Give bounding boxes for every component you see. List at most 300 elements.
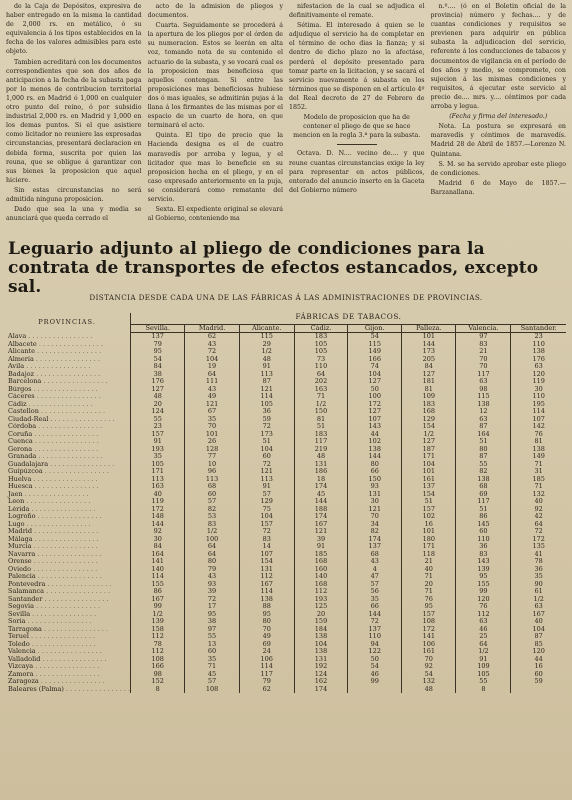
distance-cell: 138: [294, 633, 348, 641]
distance-cell: 168: [294, 558, 348, 566]
province-name: Zaragoza . . .: [4, 678, 131, 686]
distance-cell: 101: [402, 468, 456, 476]
distance-cell: 70: [456, 356, 511, 364]
distance-cell: 113: [239, 371, 294, 379]
distance-cell: 100: [348, 393, 402, 401]
distance-cell: 171: [402, 453, 456, 461]
distance-cell: 113: [131, 476, 185, 484]
distance-cell: 140: [294, 573, 348, 581]
distance-cell: 98: [456, 386, 511, 394]
distance-cell: 138: [456, 401, 511, 409]
distance-cell: 117: [294, 438, 348, 446]
distance-cell: 167: [294, 521, 348, 529]
distance-cell: 157: [131, 431, 185, 439]
distance-cell: 55: [456, 678, 511, 686]
distance-cell: 91: [239, 363, 294, 371]
province-name: Vizcaya . . .: [4, 663, 131, 671]
province-name: Madrid . . .: [4, 528, 131, 536]
distance-cell: 80: [239, 618, 294, 626]
province-name: Avila . . .: [4, 363, 131, 371]
distance-cell: 30: [131, 536, 185, 544]
distance-cell: 55: [456, 461, 511, 469]
distance-cell: 70: [456, 363, 511, 371]
distance-cell: 82: [348, 528, 402, 536]
distance-cell: 38: [131, 371, 185, 379]
distance-cell: 114: [239, 393, 294, 401]
distance-cell: 64: [456, 641, 511, 649]
column-header: Valencia.: [456, 324, 511, 333]
province-name: Huelva . . .: [4, 476, 131, 484]
distance-cell: 187: [402, 446, 456, 454]
province-name: Cádiz . . .: [4, 401, 131, 409]
distance-cell: 71: [534, 459, 543, 468]
distance-cell: 13: [185, 641, 239, 649]
distance-cell: 113: [185, 476, 239, 484]
distance-cell: 174: [348, 536, 402, 544]
distance-cell: 48: [239, 356, 294, 364]
distance-cell: 26: [185, 438, 239, 446]
distance-cell: 81: [402, 386, 456, 394]
distance-cell: 1/2: [456, 648, 511, 656]
distance-cell: 1/2: [294, 401, 348, 409]
province-name: Jaen . . .: [4, 491, 131, 499]
distance-cell: 91: [456, 656, 511, 664]
distance-cell: 138: [532, 444, 545, 453]
province-name: Albacete . . .: [4, 341, 131, 349]
distance-cell: 54: [402, 671, 456, 679]
distance-cell: 74: [348, 363, 402, 371]
distance-cell: 167: [131, 596, 185, 604]
distance-cell: 144: [131, 521, 185, 529]
distance-cell: 44: [534, 654, 543, 663]
distance-cell: 148: [131, 513, 185, 521]
distance-cell: 69: [456, 491, 511, 499]
distance-cell: 119: [131, 498, 185, 506]
distance-cell: 120: [456, 596, 511, 604]
distance-cell: 97: [185, 626, 239, 634]
distance-cell: 172: [348, 401, 402, 409]
province-name: Lérida . . .: [4, 506, 131, 514]
distance-cell: 18: [294, 476, 348, 484]
paragraph: Sexta. El expediente original se elevará al Gobierno, conteniendo ma: [147, 206, 283, 223]
distance-cell: 131: [294, 656, 348, 664]
distance-cell: 101: [185, 431, 239, 439]
text-column-3: [289, 2, 425, 224]
distance-cell: 167: [239, 581, 294, 589]
distance-cell: 83: [456, 551, 511, 559]
distance-cell: 51: [294, 423, 348, 431]
column-header: Cádiz.: [294, 324, 348, 333]
distance-cell: 40: [534, 617, 543, 625]
distance-cell: 144: [294, 498, 348, 506]
distance-cell: 176: [532, 354, 545, 363]
distance-cell: 120: [532, 647, 545, 655]
distance-cell: 154: [239, 558, 294, 566]
fabricas-header: FÁBRICAS DE TABACOS.: [131, 313, 566, 324]
distance-cell: 57: [185, 678, 239, 686]
distance-cell: 185: [294, 551, 348, 559]
distance-cell: 49: [239, 633, 294, 641]
distance-cell: 174: [294, 686, 348, 694]
paragraph: Dado que sea la una y media se anunciará que queda cerrado el: [6, 206, 142, 223]
distance-cell: 162: [294, 678, 348, 686]
distance-cell: 105: [456, 671, 511, 679]
province-name: Guadalajara . . .: [4, 461, 131, 469]
province-name: Alava . . .: [4, 333, 131, 341]
paragraph: Quinta. El tipo de precio que la Hacienda designa es el de cuatro maravedís por arroba y legua, y el licitador que mas lo beneficie en su proposicion hecha en el pliego, y en el caso expresado anteriormente en la puja, se considerará como rematante del servicio.: [147, 132, 283, 203]
distance-cell: 72: [239, 461, 294, 469]
distance-cell: 96: [185, 468, 239, 476]
distance-cell: 29: [239, 341, 294, 349]
distance-cell: 60: [185, 648, 239, 656]
distance-cell: 80: [185, 558, 239, 566]
distance-cell: 106: [239, 656, 294, 664]
distance-cell: 87: [239, 378, 294, 386]
distance-cell: 138: [532, 347, 545, 355]
distance-cell: 117: [456, 371, 511, 379]
distance-cell: 80: [348, 461, 402, 469]
distance-cell: 64: [185, 371, 239, 379]
distance-cell: 60: [185, 491, 239, 499]
distance-cell: 71: [402, 588, 456, 596]
distance-cell: 108: [131, 656, 185, 664]
province-name: Santander . . .: [4, 596, 131, 604]
province-name: Murcia . . .: [4, 543, 131, 551]
distance-cell: 64: [185, 543, 239, 551]
distance-cell: 16: [534, 662, 543, 670]
distance-cell: 122: [348, 648, 402, 656]
distance-cell: 108: [185, 686, 239, 694]
province-name: Toledo . . .: [4, 641, 131, 649]
distance-cell: 135: [532, 542, 545, 550]
distance-cell: 57: [185, 498, 239, 506]
distance-cell: 64: [294, 371, 348, 379]
distance-cell: 8: [131, 686, 185, 694]
distance-cell: 83: [239, 536, 294, 544]
distance-cell: 172: [532, 534, 545, 543]
distance-cell: 51: [456, 438, 511, 446]
distance-cell: 35: [185, 416, 239, 424]
distance-cell: 100: [185, 536, 239, 544]
distance-cell: 110: [532, 392, 545, 400]
province-name: Oviedo . . .: [4, 566, 131, 574]
distance-cell: 48: [131, 393, 185, 401]
distance-cell: 60: [239, 453, 294, 461]
distance-cell: 181: [402, 378, 456, 386]
distance-cell: 145: [456, 521, 511, 529]
province-name: Coruña . . .: [4, 431, 131, 439]
distance-cell: 76: [402, 596, 456, 604]
distance-cell: 149: [532, 452, 545, 460]
distance-cell: 137: [348, 626, 402, 634]
distance-cell: 10: [185, 461, 239, 469]
province-name: Tarragona . . .: [4, 626, 131, 634]
distance-cell: 109: [456, 663, 511, 671]
distance-cell: 98: [131, 671, 185, 679]
distance-cell: 62: [239, 686, 294, 694]
distance-cell: 76: [534, 429, 543, 438]
distance-cell: 202: [294, 378, 348, 386]
distance-cell: 127: [348, 408, 402, 416]
distance-cell: 141: [402, 633, 456, 641]
distance-cell: 73: [294, 356, 348, 364]
distance-cell: 109: [402, 393, 456, 401]
distance-cell: 171: [402, 543, 456, 551]
province-name: Alicante . . .: [4, 348, 131, 356]
distance-cell: 137: [402, 483, 456, 491]
distance-cell: 131: [294, 461, 348, 469]
distance-cell: 106: [402, 641, 456, 649]
distance-cell: 121: [294, 528, 348, 536]
distance-cell: 49: [185, 393, 239, 401]
distance-cell: 166: [131, 663, 185, 671]
distance-cell: 59: [534, 677, 543, 685]
distance-cell: 84: [402, 363, 456, 371]
distance-cell: 184: [294, 626, 348, 634]
distance-cell: 70: [185, 423, 239, 431]
text-column-2: [148, 2, 284, 224]
distance-cell: 61: [534, 587, 543, 595]
province-name: Cáceres . . .: [4, 393, 131, 401]
distance-cell: 68: [185, 483, 239, 491]
distance-cell: 54: [131, 356, 185, 364]
distance-cell: 40: [131, 491, 185, 499]
distance-cell: 163: [131, 483, 185, 491]
distance-cell: 180: [402, 536, 456, 544]
province-name: Ciudad-Real . . .: [4, 416, 131, 424]
distance-cell: 59: [239, 416, 294, 424]
distance-cell: 154: [402, 423, 456, 431]
distance-cell: 72: [239, 528, 294, 536]
paragraph: Octava. D. N.... vecino de.... y que reune cuantas circunstancias exige la ley para representar en actos públicos, enterado del anuncio inserto en la Gaceta del Gobierno número: [289, 150, 425, 194]
distance-cell: 183: [294, 333, 348, 341]
distance-cell: 35: [534, 572, 543, 580]
province-name: Baleares (Palma) . . .: [4, 686, 131, 694]
distance-cell: 60: [456, 528, 511, 536]
distance-cell: 188: [294, 506, 348, 514]
distance-cell: 140: [131, 566, 185, 574]
distance-cell: 173: [239, 431, 294, 439]
distance-cell: 150: [294, 408, 348, 416]
distance-cell: 105: [294, 348, 348, 356]
column-header: Santander.: [511, 324, 566, 333]
distance-cell: 112: [294, 588, 348, 596]
text-column-4: [431, 2, 567, 224]
distance-cell: 60: [534, 669, 543, 678]
distance-cell: 121: [239, 386, 294, 394]
distance-cell: 111: [185, 378, 239, 386]
distance-cell: 166: [348, 356, 402, 364]
distance-cell: 56: [348, 588, 402, 596]
distance-cell: 157: [402, 506, 456, 514]
distance-cell: 83: [185, 521, 239, 529]
distance-cell: 55: [131, 416, 185, 424]
distance-cell: 112: [131, 648, 185, 656]
distance-cell: [348, 686, 402, 694]
distance-cell: 75: [239, 506, 294, 514]
distance-cell: 172: [402, 626, 456, 634]
distance-cell: 71: [185, 663, 239, 671]
distance-cell: [511, 686, 566, 694]
distance-cell: 99: [456, 588, 511, 596]
distance-cell: 81: [534, 437, 543, 445]
distance-cell: 35: [185, 656, 239, 664]
distance-cell: 144: [348, 611, 402, 619]
distance-cell: 70: [239, 626, 294, 634]
distance-cell: 113: [239, 476, 294, 484]
distance-cell: 149: [348, 348, 402, 356]
distance-cell: 54: [348, 663, 402, 671]
distance-cell: 172: [131, 506, 185, 514]
distance-cell: 24: [239, 648, 294, 656]
distance-cell: 83: [456, 341, 511, 349]
distance-cell: 21: [402, 558, 456, 566]
distance-cell: 104: [294, 641, 348, 649]
distance-cell: 64: [185, 551, 239, 559]
distance-cell: 110: [532, 339, 545, 348]
distance-cell: 105: [239, 401, 294, 409]
paragraph: Madrid 6 de Mayo de 1857.—Barzanallana.: [430, 179, 566, 196]
distance-cell: 138: [239, 596, 294, 604]
distance-cell: 47: [348, 573, 402, 581]
distance-cell: 183: [402, 401, 456, 409]
distance-cell: 104: [402, 461, 456, 469]
distance-cell: 118: [402, 551, 456, 559]
distance-cell: 14: [239, 543, 294, 551]
distance-cell: 94: [348, 641, 402, 649]
divider: [337, 144, 377, 145]
distance-cell: 108: [402, 618, 456, 626]
distance-cell: 205: [402, 356, 456, 364]
distance-cell: 31: [534, 467, 543, 475]
distance-cell: 127: [131, 386, 185, 394]
distance-cell: 92: [402, 663, 456, 671]
distance-cell: 173: [402, 348, 456, 356]
distance-cell: 102: [348, 438, 402, 446]
distance-cell: 86: [456, 513, 511, 521]
distance-cell: 117: [239, 671, 294, 679]
distance-cell: 174: [294, 483, 348, 491]
distance-cell: 71: [294, 393, 348, 401]
distance-cell: 79: [185, 566, 239, 574]
province-name: Málaga . . .: [4, 536, 131, 544]
distance-cell: 90: [534, 579, 543, 588]
distance-cell: 12: [456, 408, 511, 416]
distance-cell: 95: [239, 611, 294, 619]
distance-cell: 104: [532, 624, 545, 633]
distance-cell: 20: [131, 401, 185, 409]
distance-cell: 63: [534, 602, 543, 610]
distance-cell: 131: [239, 566, 294, 574]
distance-cell: 84: [131, 363, 185, 371]
distance-cell: 69: [239, 641, 294, 649]
distance-cell: 64: [534, 519, 543, 528]
distance-cell: 131: [348, 491, 402, 499]
distance-cell: 68: [348, 551, 402, 559]
distance-cell: 183: [294, 431, 348, 439]
distance-cell: 154: [402, 491, 456, 499]
distance-cell: 104: [348, 371, 402, 379]
column-header: Alicante.: [239, 324, 294, 333]
distance-cell: 43: [185, 386, 239, 394]
distance-cell: 129: [239, 498, 294, 506]
province-name: Huesca . . .: [4, 483, 131, 491]
distance-cell: 17: [185, 603, 239, 611]
distance-cell: 115: [239, 333, 294, 341]
distance-cell: 128: [185, 446, 239, 454]
distance-cell: 19: [185, 363, 239, 371]
distance-cell: 51: [239, 438, 294, 446]
distance-cell: 115: [456, 393, 511, 401]
distance-cell: 127: [402, 371, 456, 379]
distance-cell: 46: [456, 626, 511, 634]
distance-cell: 152: [131, 678, 185, 686]
province-name: Leon . . .: [4, 498, 131, 506]
distance-cell: 40: [534, 497, 543, 505]
distance-cell: 48: [402, 686, 456, 694]
distance-cell: 121: [239, 468, 294, 476]
signature-line: (Fecha y firma del interesado.): [449, 113, 548, 121]
distance-cell: 168: [294, 581, 348, 589]
province-name: Granada . . .: [4, 453, 131, 461]
paragraph: n.º.... (ó en el Boletin oficial de la provincia) número y fechas.... y de cuantas condiciones y requisitos se previenen para adquirir en pública subasta la adjudicacion del servicio, referente á los conducciones de tabacos y documentos de vigilancia en el período de dos años y medio, se compromete, con sujecion á las mismas condiciones y requisitos, á ejecutar este servicio al precio de.... mrs. y.... céntimos por cada arroba y legua.: [430, 3, 566, 111]
distance-cell: 78: [534, 557, 543, 565]
distance-cell: 102: [402, 513, 456, 521]
distance-cell: 36: [239, 408, 294, 416]
distance-cell: 164: [131, 551, 185, 559]
distance-cell: 63: [534, 362, 543, 370]
column-header: Madrid.: [185, 324, 239, 333]
column-header: Gijon.: [348, 324, 402, 333]
province-name: Cuenca . . .: [4, 438, 131, 446]
distance-cell: 79: [239, 678, 294, 686]
distance-cell: 45: [294, 491, 348, 499]
distance-cell: 87: [534, 632, 543, 640]
distance-cell: 46: [348, 671, 402, 679]
distance-cell: 53: [185, 513, 239, 521]
distance-cell: 157: [239, 521, 294, 529]
table-subtitle: DISTANCIA DESDE CADA UNA DE LAS FÁBRICAS Á LAS ADMINISTRACIONES DE PROVINCIAS.: [89, 293, 483, 302]
distance-cell: 36: [534, 564, 543, 573]
province-name: Logroño . . .: [4, 513, 131, 521]
distance-cell: 54: [348, 333, 402, 341]
distance-cell: 44: [348, 431, 402, 439]
distance-cell: 139: [456, 566, 511, 574]
distance-cell: 120: [532, 369, 545, 378]
paragraph: de la Caja de Depósitos, expresiva de haber entregado en la misma la cantidad de 2,000 rs. en metálico, ó su equivalencia á los tipos establecidos en la fecha de los valores admisibles para este objeto.: [6, 3, 142, 56]
distance-cell: 63: [456, 378, 511, 386]
distance-cell: 39: [185, 588, 239, 596]
distance-cell: 114: [532, 407, 545, 415]
distance-cell: 138: [456, 476, 511, 484]
distance-cell: 82: [185, 506, 239, 514]
distance-cell: 72: [185, 596, 239, 604]
distance-cell: 45: [185, 671, 239, 679]
distance-cell: 62: [185, 333, 239, 341]
distance-cell: 155: [456, 581, 511, 589]
distance-cell: 101: [402, 528, 456, 536]
document-title: Leguario adjunto al pliego de condiciones para la contrata de transportes de efectos estancados, excepto sal.: [8, 239, 539, 297]
model-heading: Modelo de proposicion que ha de contener el pliego de que se hace mencion en la regla 3.ª para la subasta.: [293, 114, 421, 140]
distance-cell: 41: [534, 549, 543, 558]
province-name: Teruel . . .: [4, 633, 131, 641]
distance-cell: 1/2: [402, 431, 456, 439]
distance-cell: 92: [534, 504, 543, 513]
distance-cell: 23: [534, 332, 543, 340]
distance-cell: 72: [239, 423, 294, 431]
distance-cell: 127: [402, 438, 456, 446]
distance-cell: 21: [456, 348, 511, 356]
